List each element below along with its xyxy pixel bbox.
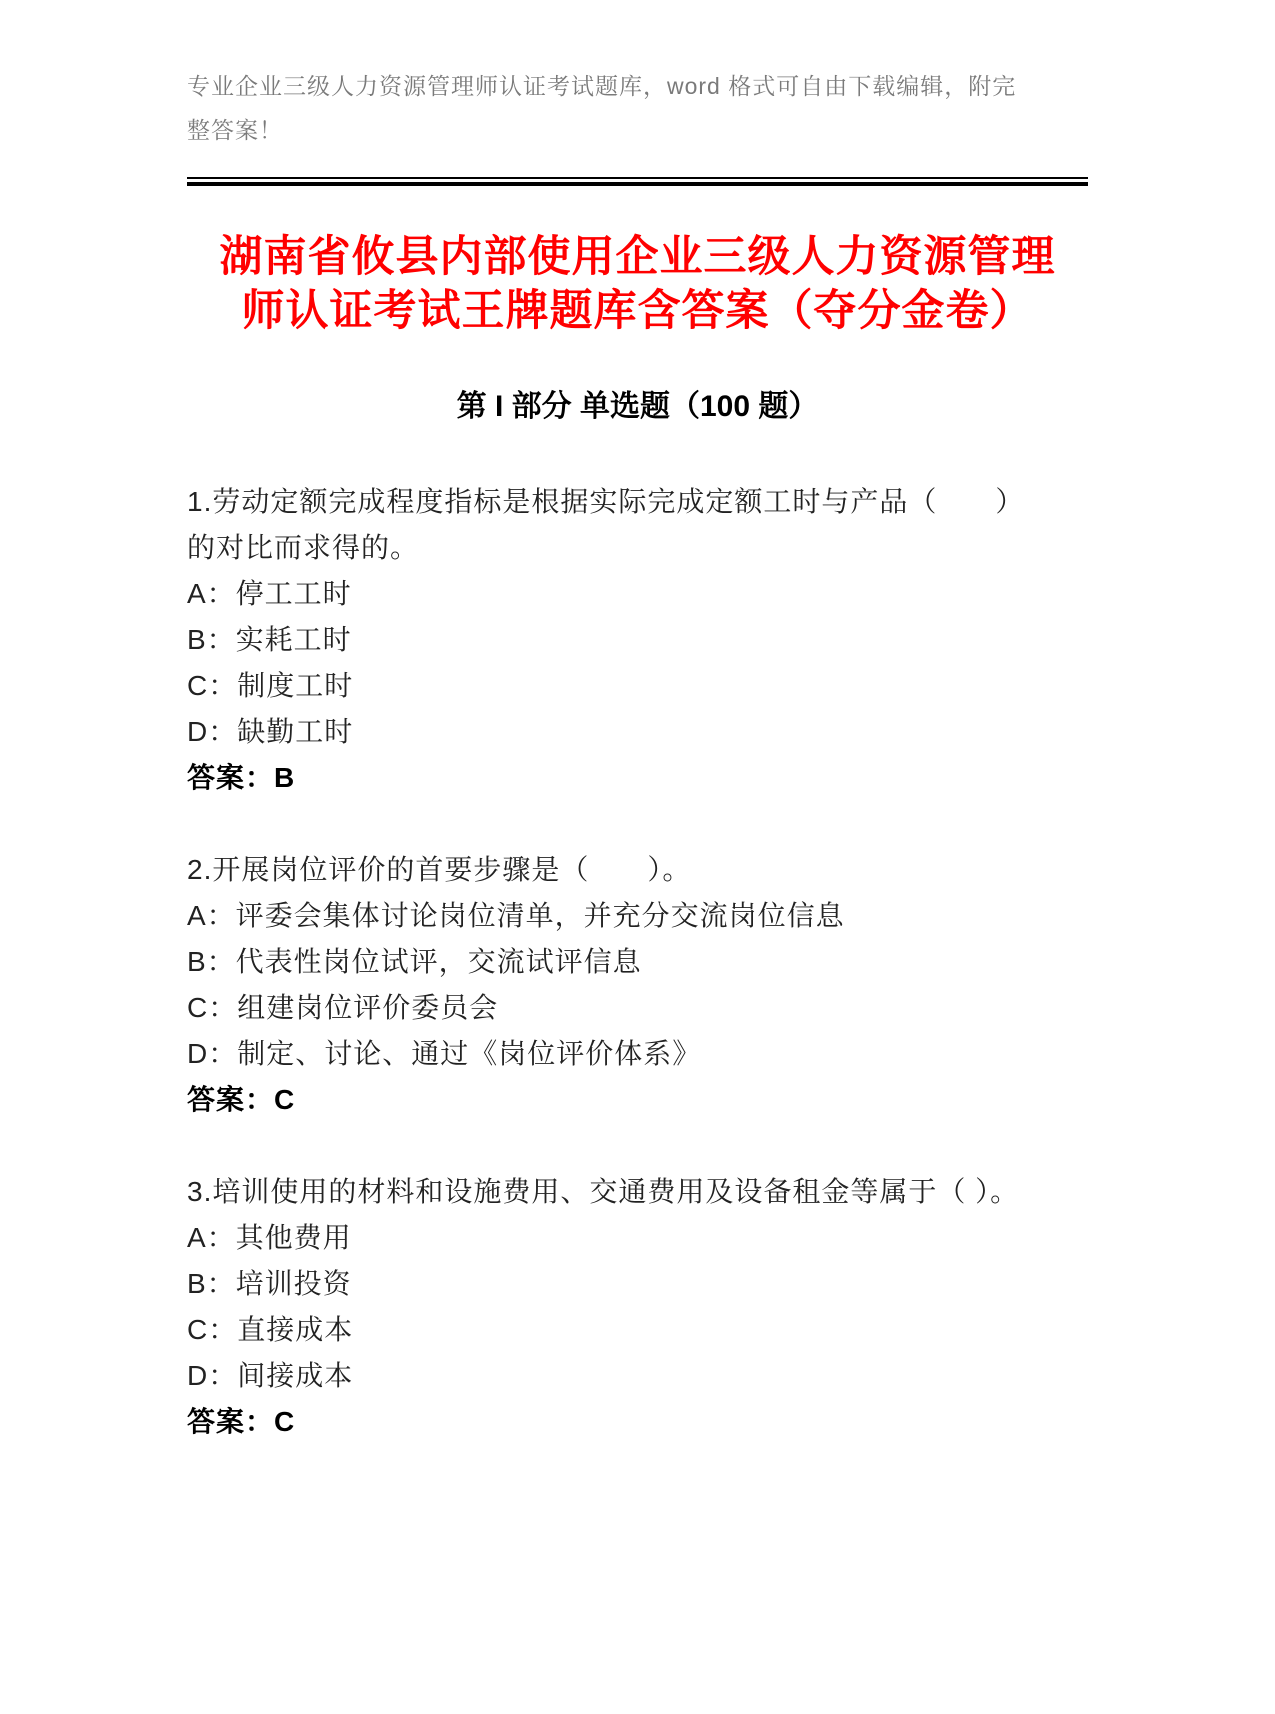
option-d: D：缺勤工时: [187, 716, 354, 747]
answer-line: 答案：C: [187, 1406, 296, 1437]
option-c: C：直接成本: [187, 1314, 354, 1345]
option-d: D：制定、讨论、通过《岗位评价体系》: [187, 1038, 702, 1069]
option-d: D：间接成本: [187, 1360, 354, 1391]
question-block-2: [187, 847, 1088, 1123]
answer-line: 答案：B: [187, 762, 296, 793]
option-c: C：组建岗位评价委员会: [187, 992, 499, 1023]
question-text: 1.劳动定额完成程度指标是根据实际完成定额工时与产品（ ）的对比而求得的。: [187, 486, 1025, 563]
option-c: C：制度工时: [187, 670, 354, 701]
section-heading: 第 I 部分 单选题（100 题）: [456, 390, 819, 423]
question-block-3: [187, 1169, 1088, 1445]
answer-line: 答案：C: [187, 1084, 296, 1115]
question-block-1: [187, 479, 1088, 801]
question-text: 3.培训使用的材料和设施费用、交通费用及设备租金等属于（ ）。: [187, 1176, 1020, 1207]
option-b: B：代表性岗位试评，交流试评信息: [187, 946, 642, 977]
option-a: A：停工工时: [187, 578, 352, 609]
option-b: B：实耗工时: [187, 624, 352, 655]
document-title: 湖南省攸县内部使用企业三级人力资源管理师认证考试王牌题库含答案（夺分金卷）: [219, 233, 1056, 335]
option-a: A：其他费用: [187, 1222, 352, 1253]
document-page: [0, 64, 1275, 1714]
option-b: B：培训投资: [187, 1268, 352, 1299]
double-rule-divider: [187, 177, 1088, 186]
option-a: A：评委会集体讨论岗位清单，并充分交流岗位信息: [187, 900, 845, 931]
question-list: [187, 479, 1088, 1445]
header-note: 专业企业三级人力资源管理师认证考试题库，word 格式可自由下载编辑，附完整答案！: [187, 73, 1017, 143]
question-text: 2.开展岗位评价的首要步骤是（ ）。: [187, 854, 692, 885]
